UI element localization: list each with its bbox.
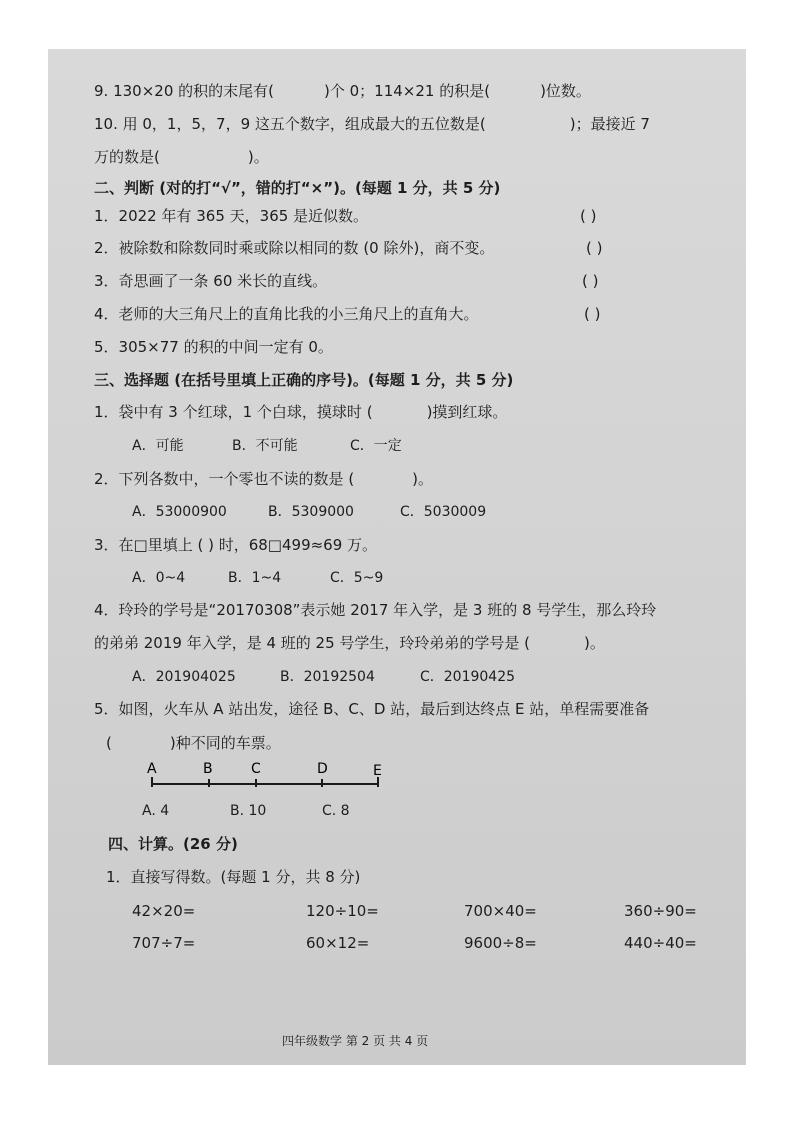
choice-q4-line2: 的弟弟 2019 年入学，是 4 班的 25 号学生，玲玲弟弟的学号是 ( )。: [94, 634, 605, 652]
judge-item-4: 4．老师的大三角尺上的直角比我的小三角尺上的直角大。: [94, 305, 479, 323]
train-route-diagram: [142, 755, 392, 795]
judge-answer-paren-4[interactable]: ( ): [584, 305, 601, 323]
choice-q4-option-a[interactable]: A．201904025: [132, 669, 236, 685]
choice-q4-option-c[interactable]: C．20190425: [420, 669, 516, 685]
exam-page: [48, 49, 746, 1065]
choice-q2-option-b[interactable]: B．5309000: [268, 504, 354, 520]
judge-answer-paren-1[interactable]: ( ): [580, 207, 597, 225]
calc-item: 440÷40=: [624, 934, 697, 952]
judge-item-1: 1．2022 年有 365 天，365 是近似数。: [94, 207, 369, 225]
choice-q3: 3．在□里填上 ( ) 时，68□499≈69 万。: [94, 536, 378, 554]
calc-item: 700×40=: [464, 902, 537, 920]
judge-item-5: 5．305×77 的积的中间一定有 0。: [94, 338, 333, 356]
calc-item: 42×20=: [132, 902, 196, 920]
choice-q2-option-a[interactable]: A．53000900: [132, 504, 227, 520]
choice-q4-option-b[interactable]: B．20192504: [280, 669, 375, 685]
choice-q5-option-c[interactable]: C. 8: [322, 803, 350, 819]
choice-q2-option-c[interactable]: C．5030009: [400, 504, 487, 520]
section-4-sub1: 1．直接写得数。(每题 1 分，共 8 分): [106, 868, 361, 886]
calc-item: 9600÷8=: [464, 934, 537, 952]
choice-q1-option-a[interactable]: A．可能: [132, 438, 184, 454]
station-label-a: A: [147, 761, 157, 777]
station-label-b: B: [203, 761, 213, 777]
station-label-c: C: [251, 761, 261, 777]
calc-item: 120÷10=: [306, 902, 379, 920]
question-9: 9. 130×20 的积的末尾有( )个 0；114×21 的积是( )位数。: [94, 82, 591, 100]
judge-item-2: 2．被除数和除数同时乘或除以相同的数 (0 除外)，商不变。: [94, 239, 495, 257]
section-2-title: 二、判断 (对的打“√”，错的打“×”)。(每题 1 分，共 5 分): [94, 179, 501, 197]
question-10-line1: 10. 用 0，1，5，7，9 这五个数字，组成最大的五位数是( )；最接近 7: [94, 115, 650, 133]
choice-q3-option-b[interactable]: B．1~4: [228, 570, 282, 586]
choice-q3-option-a[interactable]: A．0~4: [132, 570, 186, 586]
choice-q3-option-c[interactable]: C．5~9: [330, 570, 384, 586]
section-4-title: 四、计算。(26 分): [108, 835, 238, 853]
judge-answer-paren-3[interactable]: ( ): [582, 272, 599, 290]
station-label-e: E: [373, 763, 382, 779]
choice-q1-option-b[interactable]: B．不可能: [232, 438, 298, 454]
choice-q5-line2: ( )种不同的车票。: [106, 734, 281, 752]
question-10-line2: 万的数是( )。: [94, 148, 269, 166]
choice-q5-option-a[interactable]: A. 4: [142, 803, 170, 819]
calc-item: 360÷90=: [624, 902, 697, 920]
calc-item: 60×12=: [306, 934, 370, 952]
judge-item-3: 3．奇思画了一条 60 米长的直线。: [94, 272, 328, 290]
page-footer: 四年级数学 第 2 页 共 4 页: [282, 1034, 429, 1048]
section-3-title: 三、选择题 (在括号里填上正确的序号)。(每题 1 分，共 5 分): [94, 371, 514, 389]
choice-q1: 1．袋中有 3 个红球，1 个白球，摸球时 ( )摸到红球。: [94, 403, 508, 421]
calc-item: 707÷7=: [132, 934, 196, 952]
judge-answer-paren-2[interactable]: ( ): [586, 239, 603, 257]
station-label-d: D: [317, 761, 328, 777]
choice-q2: 2．下列各数中，一个零也不读的数是 ( )。: [94, 470, 434, 488]
choice-q5-option-b[interactable]: B. 10: [230, 803, 267, 819]
choice-q1-option-c[interactable]: C．一定: [350, 438, 402, 454]
choice-q4-line1: 4．玲玲的学号是“20170308”表示她 2017 年入学，是 3 班的 8 号学生，那么玲玲: [94, 601, 657, 619]
choice-q5-line1: 5．如图，火车从 A 站出发，途径 B、C、D 站，最后到达终点 E 站，单程需要准备: [94, 700, 650, 718]
